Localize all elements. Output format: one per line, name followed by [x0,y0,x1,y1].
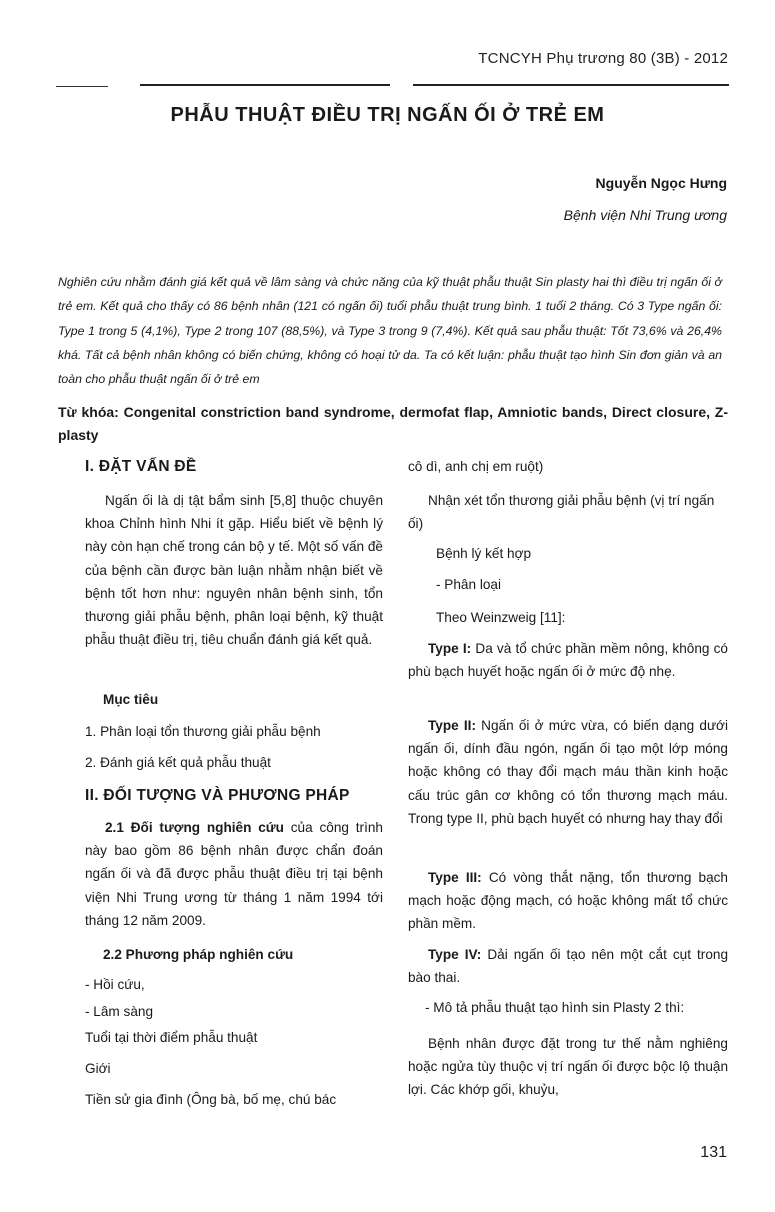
section-2-1 [85,816,383,932]
right-associated: Bệnh lý kết hợp [436,546,532,561]
type-3-label: Type III: [428,870,482,885]
list-age: Tuổi tại thời điểm phẫu thuật [85,1030,258,1045]
type-4 [408,943,728,989]
list-sex: Giới [85,1061,111,1076]
author-affiliation: Bệnh viện Nhi Trung ương [563,207,727,223]
journal-header: TCNCYH Phụ trương 80 (3B) - 2012 [478,50,728,67]
surgery-description-title: - Mô tả phẫu thuật tạo hình sin Plasty 2 thì: [425,1000,685,1015]
list-retrospective: - Hồi cứu, [85,977,145,992]
section-2-2-label: 2.2 Phương pháp nghiên cứu [103,947,294,962]
paper-title: PHẪU THUẬT ĐIỀU TRỊ NGẤN ỐI Ở TRẺ EM [170,104,605,126]
right-weinzweig: Theo Weinzweig [11]: [436,610,566,625]
objective-2: 2. Đánh giá kết quả phẫu thuật [85,755,271,770]
header-rule-short [56,86,108,87]
type-1-label: Type I: [428,641,472,656]
section-heading-1: I. ĐẶT VẤN ĐỀ [85,458,197,475]
objective-1: 1. Phân loại tổn thương giải phẫu bệnh [85,724,321,739]
type-2-label: Type II: [428,718,476,733]
type-4-label: Type IV: [428,947,482,962]
page-number: 131 [700,1144,727,1161]
keywords [58,401,728,447]
right-continuation: cô dì, anh chị em ruột) [408,459,544,474]
author-name: Nguyễn Ngọc Hưng [595,175,727,191]
type-2 [408,714,728,830]
section-2-1-text: của công trình này bao gồm 86 bệnh nhân được chẩn đoán ngấn ối và đã được phẫu thuật điều trị tại bệnh viện Nhi Trung ương từ tháng 1 năm 1994 tới tháng 12 năm 2009. [85,820,383,928]
type-1 [408,637,728,683]
list-family-history: Tiền sử gia đình (Ông bà, bố mẹ, chú bác [85,1092,337,1107]
type-4-text: Dải ngấn ối tạo nên một cắt cụt trong bào thai. [408,947,728,986]
header-rule-left [140,84,390,86]
right-lesion-note: Nhận xét tổn thương giải phẫu bệnh (vị trí ngấn ối) [408,493,715,532]
type-3 [408,866,728,936]
keywords-text: Congenital constriction band syndrome, dermofat flap, Amniotic bands, Direct closure, Z-plasty [58,404,728,443]
type-1-text: Da và tổ chức phần mềm nông, không có phù bạch huyết hoặc ngấn ối ở mức độ nhẹ. [408,641,728,680]
right-classification: - Phân loại [436,577,501,592]
header-rule-right [413,84,729,86]
keywords-label: Từ khóa: [58,404,119,420]
intro-paragraph: Ngấn ối là dị tật bẩm sinh [5,8] thuộc chuyên khoa Chỉnh hình Nhi ít gặp. Hiểu biết về bệnh lý này còn hạn chế trong cán bộ y tế. Một số vấn đề của bệnh cần được bàn luận nhằm nhận biết về bệnh tốt hơn như: nguyên nhân bệnh sinh, tổn thương giải phẫu bệnh, phân loại bệnh, kỹ thuật phẫu thuật điều trị, tiêu chuẩn đánh giá kết quả. [85,493,383,648]
list-clinical: - Lâm sàng [85,1004,154,1019]
section-2-1-label: 2.1 Đối tượng nghiên cứu [105,820,284,835]
abstract: Nghiên cứu nhằm đánh giá kết quả về lâm sàng và chức năng của kỹ thuật phẫu thuật Sin plasty hai thì điều trị ngấn ối ở trẻ em. Kết quả cho thấy có 86 bệnh nhân (121 có ngấn ối) tuổi phẫu thuật trung bình. 1 tuổi 2 tháng. Có 3 Type ngấn ối: Type 1 trong 5 (4,1%), Type 2 trong 107 (88,5%), và Type 3 trong 9 (7,4%). Kết quả sau phẫu thuật: Tốt 73,6% và 26,4% khá. Tất cả bệnh nhân không có biến chứng, không có hoại tử da. Ta có kết luận: phẫu thuật tạo hình Sin đơn giản và an toàn cho phẫu thuật ngấn ối ở trẻ em [58,275,722,387]
objectives-title: Mục tiêu [103,692,159,707]
left-column [85,455,383,478]
surgery-description: Bệnh nhân được đặt trong tư thế nằm nghiêng hoặc ngửa tùy thuộc vị trí ngấn ối được bộc lộ thuận lợi. Các khớp gối, khuỷu, [408,1036,728,1098]
type-3-text: Có vòng thắt nặng, tổn thương bạch mạch hoặc động mạch, có hoặc không mất tổ chức phần mềm. [408,870,728,932]
type-2-text: Ngấn ối ở mức vừa, có biến dạng dưới ngấn ối, dính đầu ngón, ngấn ối tạo một lớp móng hoặc không có thay đổi mạch máu thần kinh hoặc cấu trúc gân cơ không có tổn thương mạch máu. Trong type II, phù bạch huyết có nhưng hay thay đổi [408,718,728,826]
section-heading-2: II. ĐỐI TƯỢNG VÀ PHƯƠNG PHÁP [85,787,350,804]
